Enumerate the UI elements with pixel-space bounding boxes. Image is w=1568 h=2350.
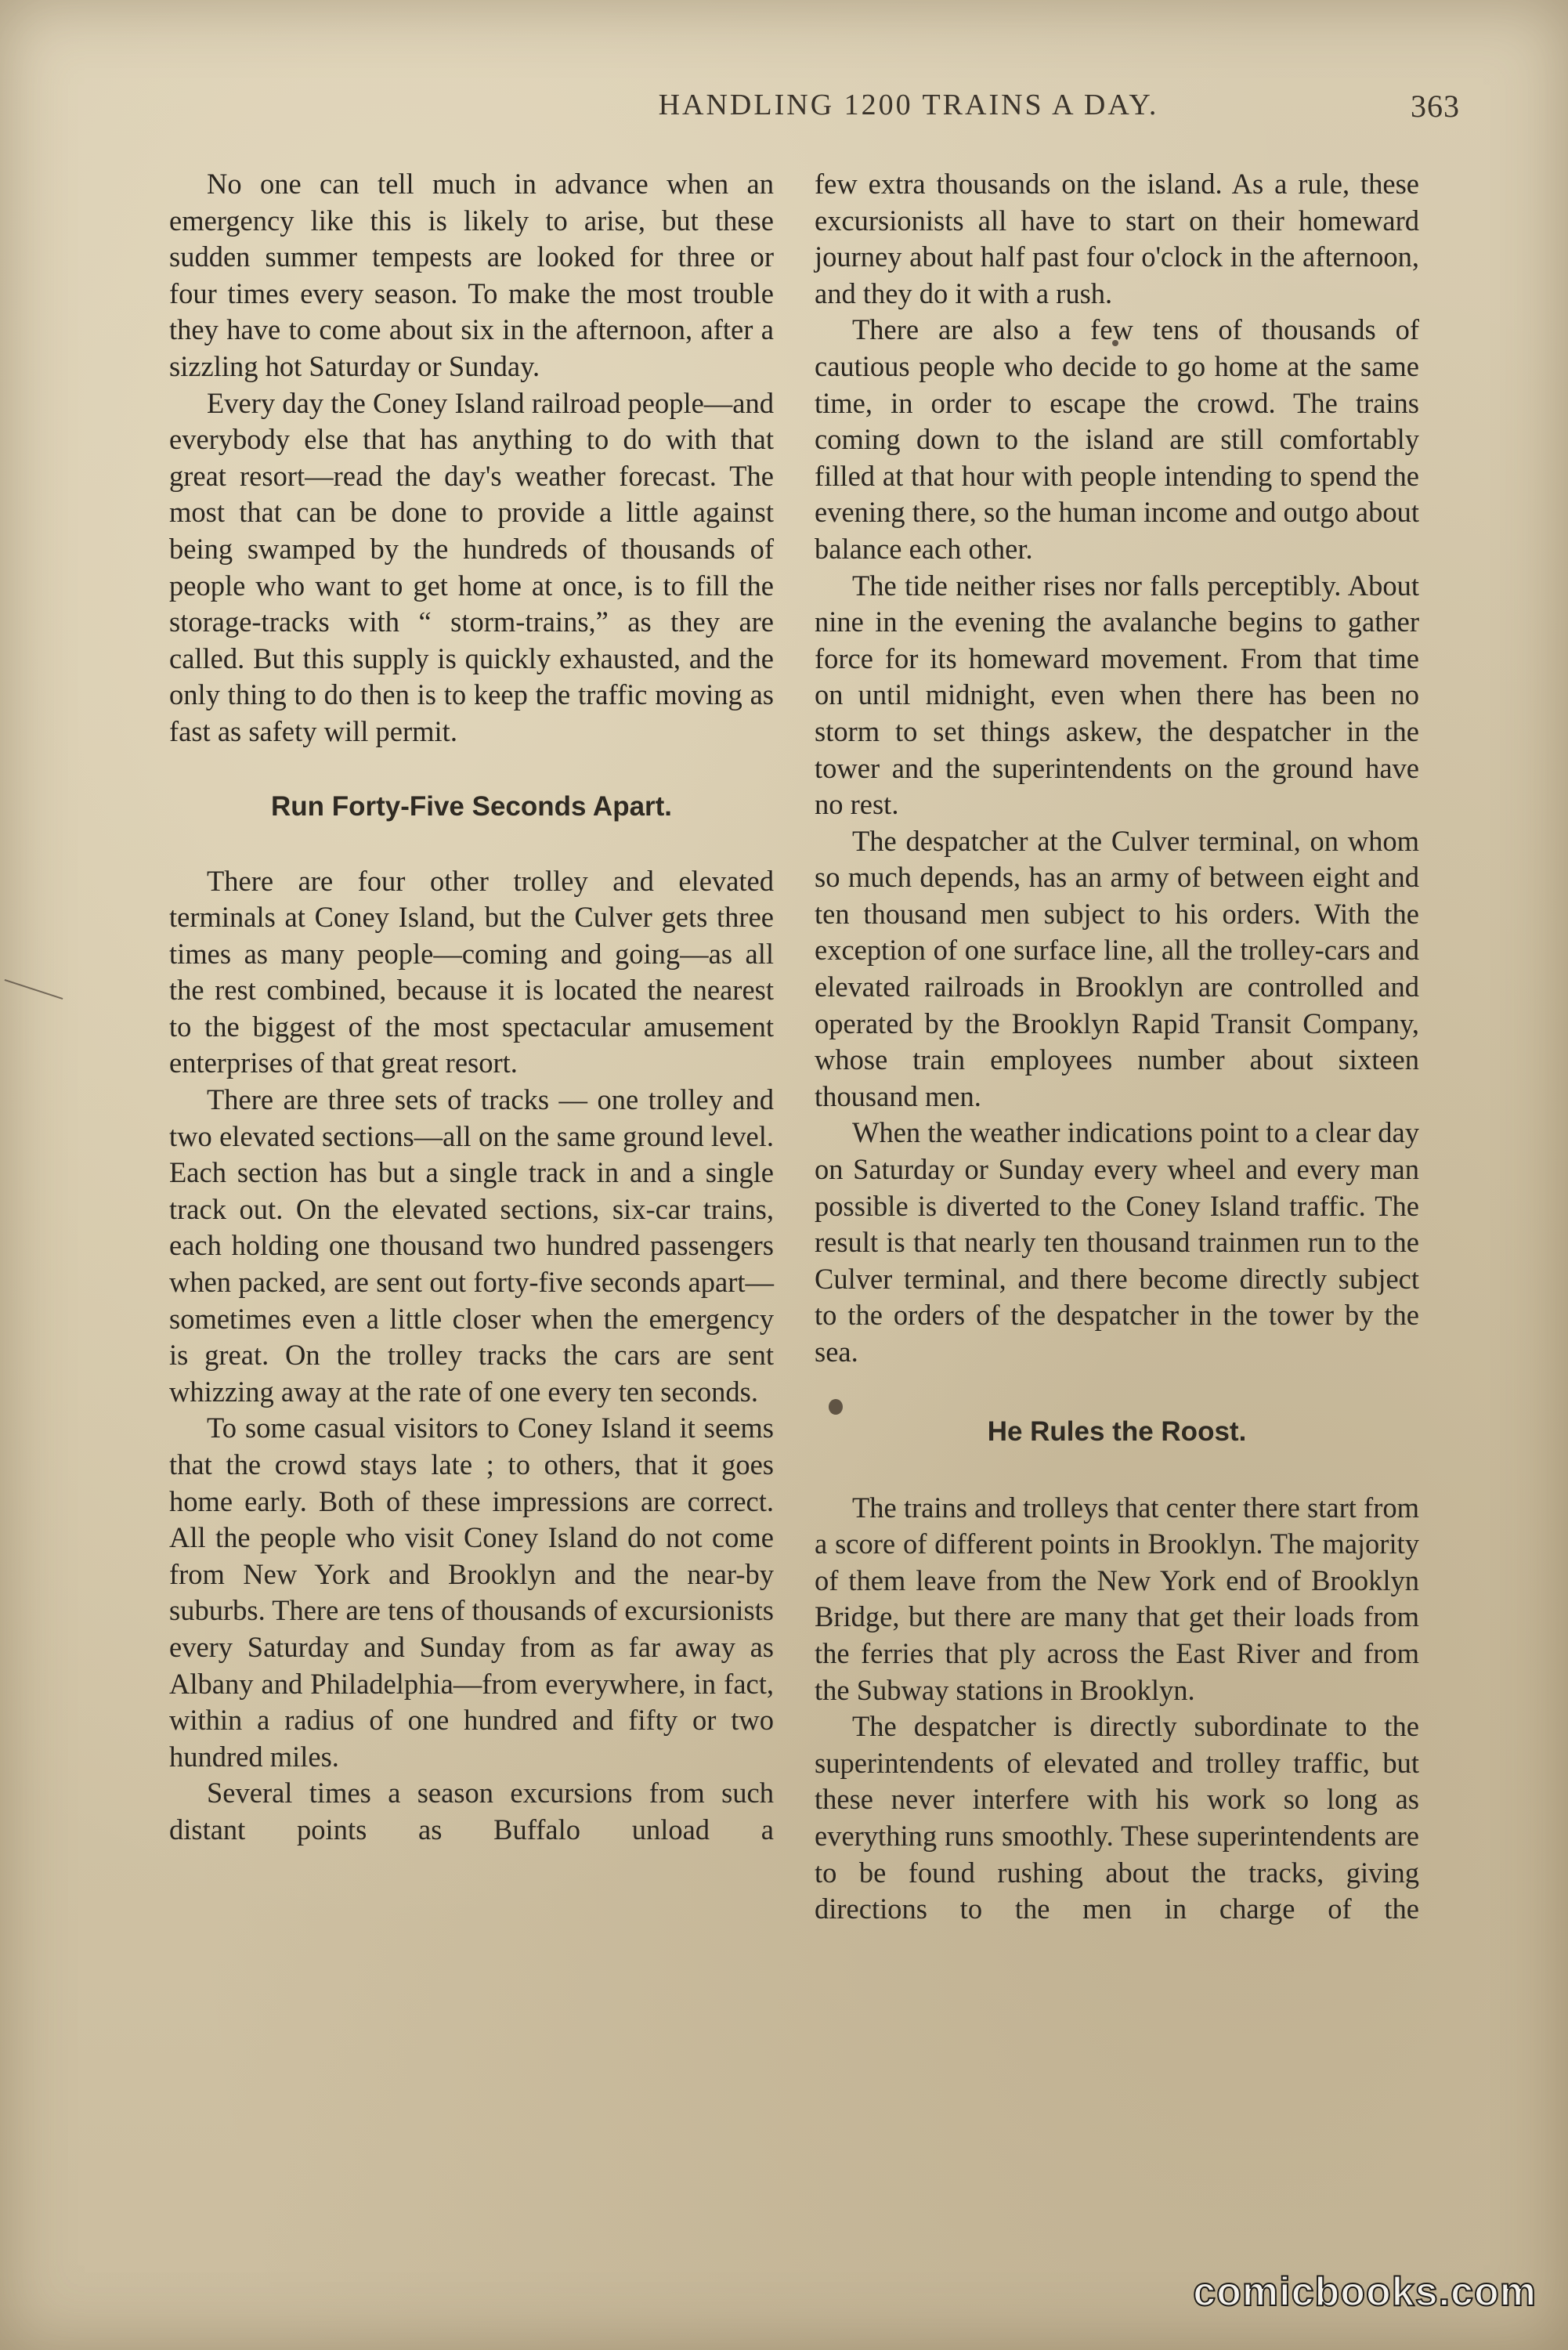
right-column [815,166,1419,1928]
page-number: 363 [1411,89,1460,124]
paragraph: Several times a season excursions from such distant points as Buffalo unload a [169,1777,774,1846]
site-watermark: comicbooks.com [1193,2269,1537,2315]
section-heading: He Rules the Roost. [987,1415,1247,1447]
paragraph: The tide neither rises nor falls perceptibly. About nine in the evening the avalanche begins to gather force for its homeward movement. From that time on until midnight, even when there has been no storm to set things askew, the despatcher in the tower and the superintendents on the ground have no rest. [815,569,1419,821]
paragraph: The trains and trolleys that center there start from a score of different points in Brooklyn. The majority of them leave from the New York end of Brooklyn Bridge, but there are many that get their loads from the ferries that ply across the East River and from the Subway stations in Brooklyn. [815,1491,1419,1706]
paragraph: When the weather indications point to a clear day on Saturday or Sunday every wheel and every man possible is diverted to the Coney Island traffic. The result is that nearly ten thousand trainmen run to the Culver terminal, and there become directly subject to the orders of the despatcher in the tower by the sea. [815,1116,1419,1368]
left-column [169,166,774,1849]
paragraph: To some casual visitors to Coney Island it seems that the crowd stays late ; to others, that it goes home early. Both of these impressions are correct. All the people who visit Coney Island do not come from New York and Brooklyn and the near-by suburbs. There are tens of thousands of excursionists every Saturday and Sunday from as far away as Albany and Philadelphia—from everywhere, in fact, within a radius of one hundred and fifty or two hundred miles. [169,1412,774,1773]
paragraph: No one can tell much in advance when an emergency like this is likely to arise, but these sudden summer tempests are looked for three or four times every season. To make the most trouble they have to come about six in the afternoon, after a sizzling hot Saturday or Sunday. [169,168,774,382]
paragraph: The despatcher is directly subordinate to the superintendents of elevated and trolley traffic, but these never interfere with his work so long as everything runs smoothly. These superintendents are to be found rushing about the tracks, giving directions to the men in charge of the [815,1710,1419,1925]
paragraph: There are also a few tens of thousands of cautious people who decide to go home at the same time, in order to escape the crowd. The trains coming down to the island are still comfortably filled at that hour with people intending to spend the evening there, so the human income and outgo about balance each other. [815,313,1419,565]
section-heading: Run Forty-Five Seconds Apart. [270,790,673,822]
paragraph: There are four other trolley and elevated terminals at Coney Island, but the Culver gets three times as many people—coming and going—as all the rest combined, because it is located the nearest to the biggest of the most spectacular amusement enterprises of that great resort. [169,864,774,1079]
paragraph: few extra thousands on the island. As a rule, these excursionists all have to start on their homeward journey about half past four o'clock in the afternoon, and they do it with a rush. [815,168,1419,309]
paragraph: There are three sets of tracks — one trolley and two elevated sections—all on the same ground level. Each section has but a single track in and a single track out. On the elevated sections, six-car trains, each holding one thousand two hundred passengers when packed, are sent out forty-five seconds apart—sometimes even a little closer when the emergency is great. On the trolley tracks the cars are sent whizzing away at the rate of one every ten seconds. [169,1083,774,1408]
paper-scratch-mark [5,979,63,1000]
paragraph: Every day the Coney Island railroad people—and everybody else that has anything to do with that great resort—read the day's weather forecast. The most that can be done to provide a little against being swamped by the hundreds of thousands of people who want to get home at once, is to fill the storage-tracks with “ storm-trains,” as they are called. But this supply is quickly exhausted, and the only thing to do then is to keep the traffic moving as fast as safety will permit. [169,386,774,747]
running-title: HANDLING 1200 TRAINS A DAY. [658,89,1159,121]
paragraph: The despatcher at the Culver terminal, on whom so much depends, has an army of between eight and ten thousand men subject to his orders. With the exception of one surface line, all the trolley-cars and elevated railroads in Brooklyn are controlled and operated by the Brooklyn Rapid Transit Company, whose train employees number about sixteen thousand men. [815,824,1419,1112]
